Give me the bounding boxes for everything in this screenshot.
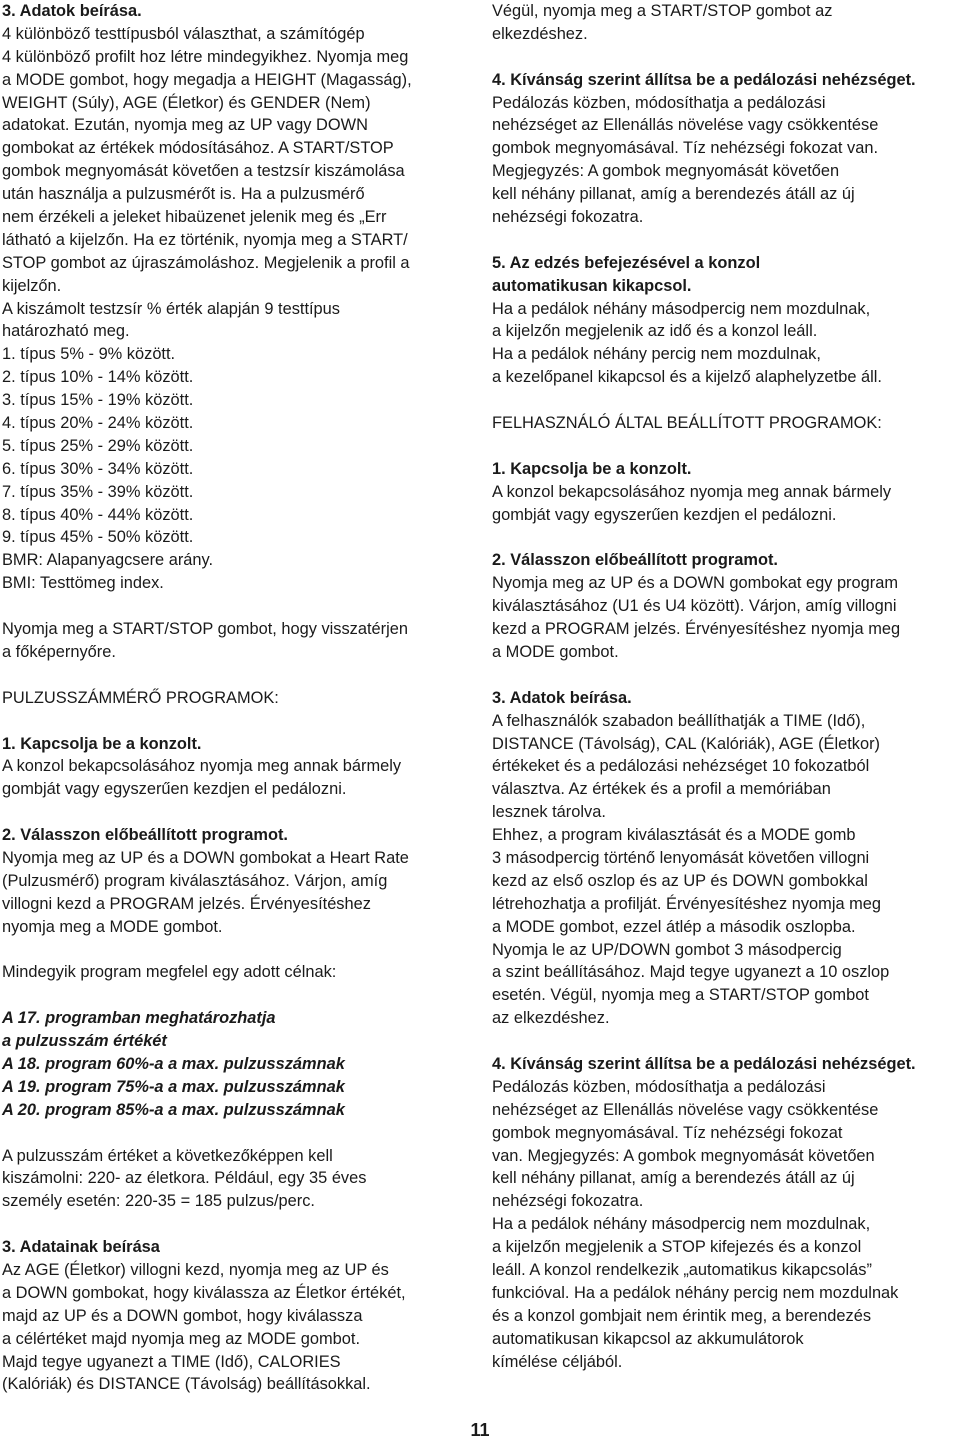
page-number: 11 xyxy=(470,1420,490,1440)
text-line: és a konzol gombjait nem érintik meg, a berendezés xyxy=(492,1306,872,1325)
text-line: nehézségi fokozatra. xyxy=(492,208,644,227)
text-line: A pulzusszám értéket a következőképpen kell xyxy=(2,1146,333,1165)
text-line: Mindegyik program megfelel egy adott célnak: xyxy=(2,963,337,982)
text-line: 2. típus 10% - 14% között. xyxy=(2,368,194,387)
heading-line: A 20. program 85%-a a max. pulzusszámnak xyxy=(2,1100,345,1119)
text-line: határozható meg. xyxy=(2,322,130,341)
text-line: a célértéket majd nyomja meg az MODE gombot. xyxy=(2,1329,361,1348)
text-line: a MODE gombot. xyxy=(492,642,619,661)
text-line: értékeket és a pedálozási nehézséget 10 fokozatból xyxy=(492,757,870,776)
blank-line xyxy=(2,1122,472,1145)
text-line: Megjegyzés: A gombok megnyomását követően xyxy=(492,162,840,181)
text-line: 4 különböző profilt hoz létre mindegyikhez. Nyomja meg xyxy=(2,47,409,66)
text-line: (Kalóriák) és DISTANCE (Távolság) beállításokkal. xyxy=(2,1375,371,1394)
blank-line xyxy=(2,984,472,1007)
heading-line: A 19. program 75%-a a max. pulzusszámnak xyxy=(2,1077,345,1096)
text-line: a kijelzőn megjelenik az idő és a konzol leáll. xyxy=(492,322,818,341)
text-line: Nyomja meg az UP és a DOWN gombokat egy program xyxy=(492,574,898,593)
text-line: kijelzőn. xyxy=(2,276,62,295)
text-line: gombok megnyomását követően a testzsír kiszámolása xyxy=(2,162,405,181)
text-line: nehézséget az Ellenállás növelése vagy csökkentése xyxy=(492,1100,879,1119)
text-line: az elkezdéshez. xyxy=(492,1009,610,1028)
text-line: után használja a pulzusmérőt is. Ha a pulzusmérő xyxy=(2,185,365,204)
text-line: kell néhány pillanat, amíg a berendezés átáll az új xyxy=(492,185,855,204)
text-line: STOP gombot az újraszámoláshoz. Megjelenik a profil a xyxy=(2,253,410,272)
text-line: 3 másodpercig történő lenyomását követően villogni xyxy=(492,848,870,867)
text-line: gombok megnyomásával. Tíz nehézségi fokozat xyxy=(492,1123,843,1142)
text-line: Majd tegye ugyanezt a TIME (Idő), CALORIES xyxy=(2,1352,341,1371)
blank-line xyxy=(2,595,472,618)
text-line: létrehozhatja a profilját. Érvényesítéshez nyomja meg xyxy=(492,894,882,913)
blank-line xyxy=(492,389,958,412)
text-line: Végül, nyomja meg a START/STOP gombot az xyxy=(492,2,833,20)
text-line: kezd az első oszlop és az UP és DOWN gombokkal xyxy=(492,871,868,890)
heading-line: 1. Kapcsolja be a konzolt. xyxy=(492,459,692,478)
text-line: A konzol bekapcsolásához nyomja meg annak bármely xyxy=(2,757,402,776)
blank-line xyxy=(492,435,958,458)
text-line: kímélése céljából. xyxy=(492,1352,623,1371)
text-line: A felhasználók szabadon beállíthatják a TIME (Idő), xyxy=(492,711,866,730)
text-line: villogni kezd a PROGRAM jelzés. Érvényesítéshez xyxy=(2,894,371,913)
heading-line: 2. Válasszon előbeállított programot. xyxy=(2,826,288,845)
text-line: 1. típus 5% - 9% között. xyxy=(2,345,176,364)
text-line: majd az UP és a DOWN gombot, hogy kiválassza xyxy=(2,1306,363,1325)
text-line: Pedálozás közben, módosíthatja a pedálozási xyxy=(492,1077,826,1096)
text-line: kiszámolni: 220- az életkora. Például, egy 35 éves xyxy=(2,1169,367,1188)
heading-line: 4. Kívánság szerint állítsa be a pedálozási nehézséget. xyxy=(492,1054,916,1073)
heading-line: 3. Adatainak beírása xyxy=(2,1238,160,1257)
blank-line xyxy=(2,710,472,733)
heading-line: automatikusan kikapcsol. xyxy=(492,276,692,295)
text-line: elkezdéshez. xyxy=(492,24,588,43)
left-column xyxy=(2,0,472,1396)
text-line: WEIGHT (Súly), AGE (Életkor) és GENDER (Nem) xyxy=(2,93,371,112)
text-line: Nyomja meg az UP és a DOWN gombokat a Heart Rate xyxy=(2,848,409,867)
heading-line: a pulzusszám értékét xyxy=(2,1032,167,1051)
blank-line xyxy=(492,526,958,549)
text-line: gombok megnyomásával. Tíz nehézségi fokozat van. xyxy=(492,139,878,158)
blank-line xyxy=(2,664,472,687)
blank-line xyxy=(2,1213,472,1236)
text-line: Az AGE (Életkor) villogni kezd, nyomja meg az UP és xyxy=(2,1260,389,1279)
text-line: leáll. A konzol rendelkezik „automatikus kikapcsolás” xyxy=(492,1260,872,1279)
heading-line: A 17. programban meghatározhatja xyxy=(2,1009,276,1028)
heading-line: A 18. program 60%-a a max. pulzusszámnak xyxy=(2,1054,345,1073)
text-line: 3. típus 15% - 19% között. xyxy=(2,391,194,410)
heading-line: 5. Az edzés befejezésével a konzol xyxy=(492,253,761,272)
blank-line xyxy=(492,46,958,69)
text-line: a MODE gombot, hogy megadja a HEIGHT (Magasság), xyxy=(2,70,412,89)
text-line: nem érzékeli a jeleket hibaüzenet jelenik meg és „Err xyxy=(2,208,387,227)
text-line: a szint beállításához. Majd tegye ugyanezt a 10 oszlop xyxy=(492,963,890,982)
text-line: funkcióval. Ha a pedálok néhány percig nem mozdulnak xyxy=(492,1283,899,1302)
text-line: gombokat az értékek módosításához. A START/STOP xyxy=(2,139,394,158)
text-line: 5. típus 25% - 29% között. xyxy=(2,436,194,455)
text-line: FELHASZNÁLÓ ÁLTAL BEÁLLÍTOTT PROGRAMOK: xyxy=(492,414,882,433)
text-line: 4 különböző testtípusból választhat, a számítógép xyxy=(2,24,365,43)
text-line: gombját vagy egyszerűen kezdjen el pedálozni. xyxy=(492,505,837,524)
text-line: automatikusan kikapcsol az akkumulátorok xyxy=(492,1329,804,1348)
right-column xyxy=(492,0,958,1373)
text-line: 7. típus 35% - 39% között. xyxy=(2,482,194,501)
text-line: kiválasztásához (U1 és U4 között). Várjon, amíg villogni xyxy=(492,597,897,616)
text-line: a főképernyőre. xyxy=(2,642,116,661)
text-line: DISTANCE (Távolság), CAL (Kalóriák), AGE (Életkor) xyxy=(492,734,881,753)
heading-line: 2. Válasszon előbeállított programot. xyxy=(492,551,778,570)
text-line: Ha a pedálok néhány másodpercig nem mozdulnak, xyxy=(492,1215,871,1234)
heading-line: 3. Adatok beírása. xyxy=(2,2,142,20)
text-line: választva. Az értékek és a profil a memóriában xyxy=(492,780,831,799)
text-line: a DOWN gombokat, hogy kiválassza az Életkor értékét, xyxy=(2,1283,406,1302)
text-line: (Pulzusmérő) program kiválasztásához. Várjon, amíg xyxy=(2,871,388,890)
text-line: a MODE gombot, ezzel átlép a második oszlopba. xyxy=(492,917,856,936)
text-line: Ha a pedálok néhány másodpercig nem mozdulnak, xyxy=(492,299,871,318)
text-line: lesznek tárolva. xyxy=(492,803,606,822)
text-line: esetén. Végül, nyomja meg a START/STOP gombot xyxy=(492,986,869,1005)
text-line: Ha a pedálok néhány percig nem mozdulnak, xyxy=(492,345,821,364)
text-line: PULZUSSZÁMMÉRŐ PROGRAMOK: xyxy=(2,688,279,707)
heading-line: 1. Kapcsolja be a konzolt. xyxy=(2,734,202,753)
text-line: nehézségi fokozatra. xyxy=(492,1192,644,1211)
text-line: a kezelőpanel kikapcsol és a kijelző alaphelyzetbe áll. xyxy=(492,368,882,387)
text-line: A konzol bekapcsolásához nyomja meg annak bármely xyxy=(492,482,892,501)
text-line: van. Megjegyzés: A gombok megnyomását követően xyxy=(492,1146,875,1165)
blank-line xyxy=(492,1030,958,1053)
text-line: kezd a PROGRAM jelzés. Érvényesítéshez nyomja meg xyxy=(492,620,901,639)
blank-line xyxy=(2,939,472,962)
text-line: 9. típus 45% - 50% között. xyxy=(2,528,194,547)
text-line: nehézséget az Ellenállás növelése vagy csökkentése xyxy=(492,116,879,135)
text-line: személy esetén: 220-35 = 185 pulzus/perc. xyxy=(2,1192,315,1211)
blank-line xyxy=(492,664,958,687)
text-line: A kiszámolt testzsír % érték alapján 9 testtípus xyxy=(2,299,340,318)
text-line: nyomja meg a MODE gombot. xyxy=(2,917,223,936)
text-line: Ehhez, a program kiválasztását és a MODE gomb xyxy=(492,826,856,845)
text-line: 6. típus 30% - 34% között. xyxy=(2,459,194,478)
text-line: 8. típus 40% - 44% között. xyxy=(2,505,194,524)
blank-line xyxy=(492,229,958,252)
text-line: adatokat. Ezután, nyomja meg az UP vagy DOWN xyxy=(2,116,368,135)
text-line: Nyomja le az UP/DOWN gombot 3 másodpercig xyxy=(492,940,842,959)
text-line: BMR: Alapanyagcsere arány. xyxy=(2,551,214,570)
text-line: BMI: Testtömeg index. xyxy=(2,574,164,593)
text-line: 4. típus 20% - 24% között. xyxy=(2,414,194,433)
text-line: Pedálozás közben, módosíthatja a pedálozási xyxy=(492,93,826,112)
text-line: a kijelzőn megjelenik a STOP kifejezés és a konzol xyxy=(492,1238,862,1257)
text-line: gombját vagy egyszerűen kezdjen el pedálozni. xyxy=(2,780,347,799)
text-line: látható a kijelzőn. Ha ez történik, nyomja meg a START/ xyxy=(2,230,408,249)
heading-line: 4. Kívánság szerint állítsa be a pedálozási nehézséget. xyxy=(492,70,916,89)
text-line: Nyomja meg a START/STOP gombot, hogy visszatérjen xyxy=(2,620,408,639)
heading-line: 3. Adatok beírása. xyxy=(492,688,632,707)
blank-line xyxy=(2,801,472,824)
text-line: kell néhány pillanat, amíg a berendezés átáll az új xyxy=(492,1169,855,1188)
